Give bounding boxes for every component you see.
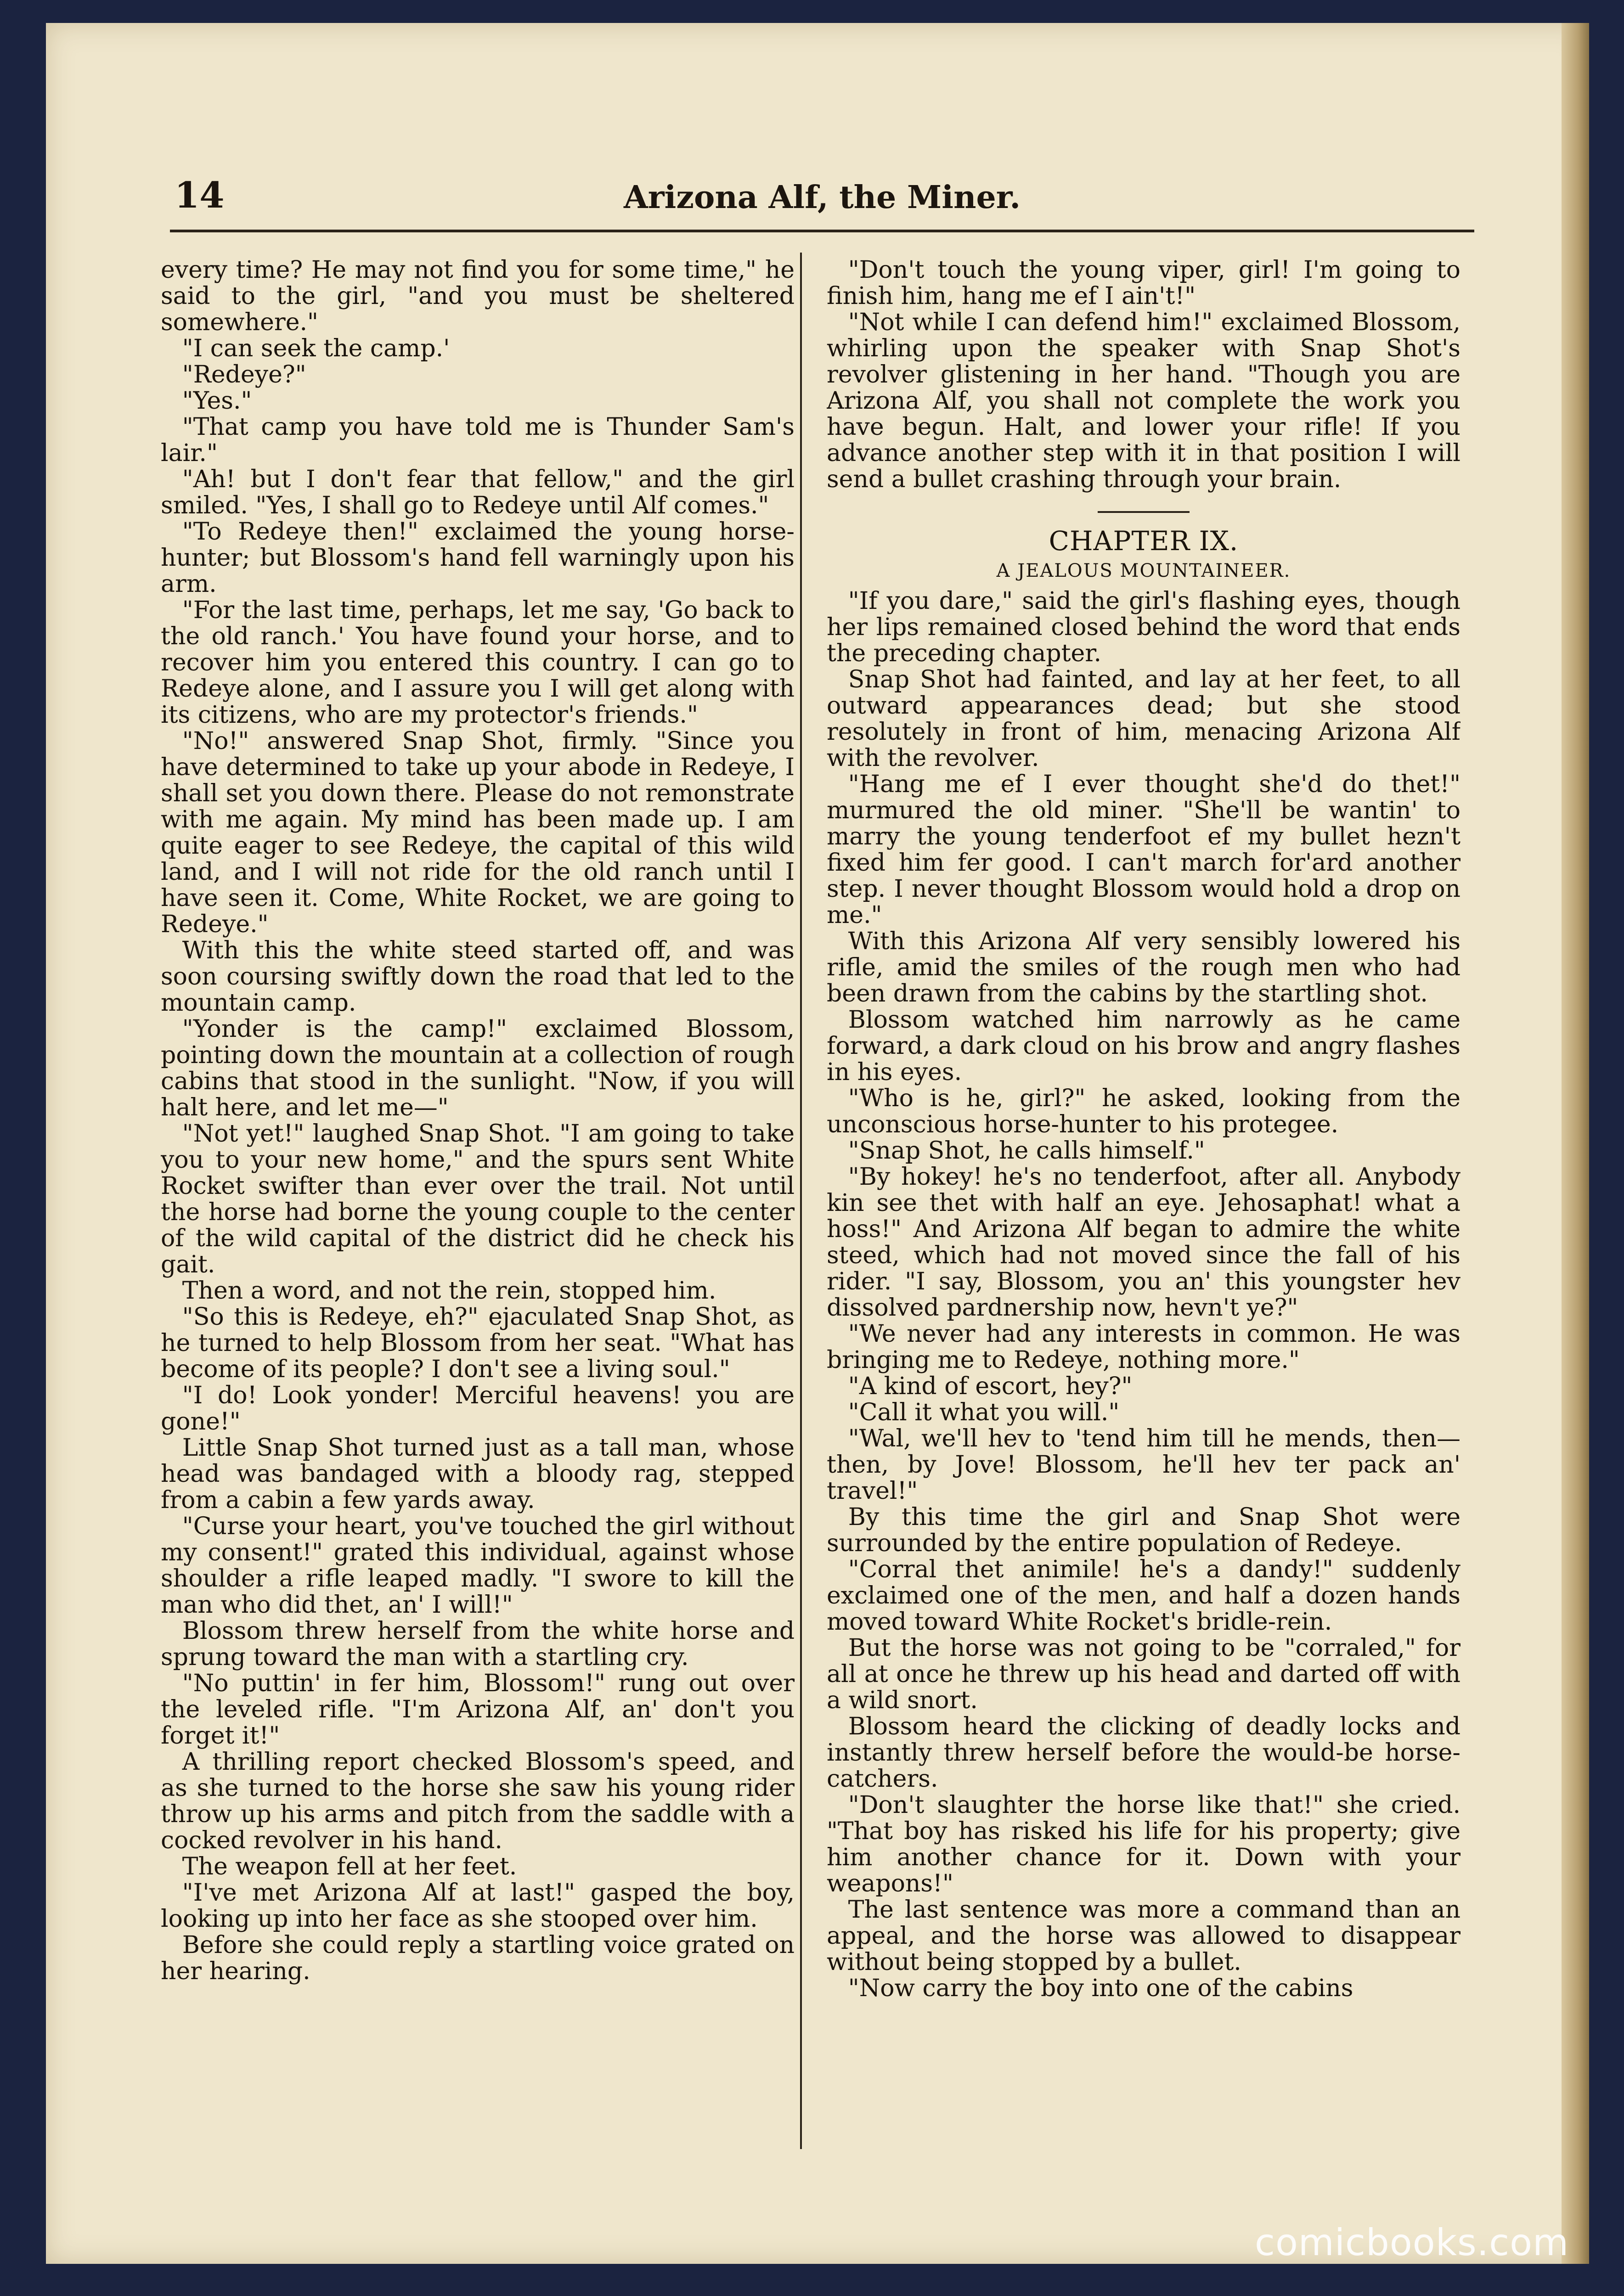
paragraph: Before she could reply a startling voice grated on her hearing. <box>161 1931 795 1985</box>
paragraph: Blossom threw herself from the white horse and sprung toward the man with a startling cry. <box>161 1617 795 1671</box>
paragraph: "So this is Redeye, eh?" ejaculated Snap Shot, as he turned to help Blossom from her seat. "What has become of its people? I don't see a living soul." <box>161 1303 795 1383</box>
chapter-divider <box>1098 511 1190 513</box>
paragraph: "By hokey! he's no tenderfoot, after all. Anybody kin see thet with half an eye. Jehosaphat! what a hoss!" And Arizona Alf began to admire the white steed, which had not moved since the fall of his rider. "I say, Blossom, you an' this youngster hev dissolved pardnership now, hevn't ye?" <box>827 1163 1460 1322</box>
paragraph: "Redeye?" <box>182 361 306 388</box>
paragraph: every time? He may not find you for some time," he said to the girl, "and you must be sheltered somewhere." <box>161 257 795 336</box>
paragraph: "Yes." <box>182 387 252 415</box>
book-page <box>46 23 1589 2264</box>
right-column <box>827 257 1460 2154</box>
paragraph: The weapon fell at her feet. <box>182 1853 517 1880</box>
paragraph: "I do! Look yonder! Merciful heavens! you are gone!" <box>161 1382 795 1435</box>
paragraph: Little Snap Shot turned just as a tall man, whose head was bandaged with a bloody rag, stepped from a cabin a few yards away. <box>161 1434 795 1514</box>
paragraph: "We never had any interests in common. He was bringing me to Redeye, nothing more." <box>827 1320 1460 1374</box>
paragraph: "To Redeye then!" exclaimed the young horse-hunter; but Blossom's hand fell warningly upon his arm. <box>161 518 795 598</box>
paragraph: Blossom watched him narrowly as he came forward, a dark cloud on his brow and angry flashes in his eyes. <box>827 1006 1460 1086</box>
paragraph: "Don't slaughter the horse like that!" she cried. "That boy has risked his life for his property; give him another chance for it. Down with your weapons!" <box>827 1791 1460 1897</box>
paragraph: Snap Shot had fainted, and lay at her feet, to all outward appearances dead; but she stood resolutely in front of him, menacing Arizona Alf with the revolver. <box>827 666 1460 772</box>
paragraph: "Not yet!" laughed Snap Shot. "I am going to take you to your new home," and the spurs sent White Rocket swifter than ever over the trail. Not until the horse had borne the young couple to the center of the wild capital of the district did he check his gait. <box>161 1120 795 1278</box>
watermark-text: comicbooks.com <box>1254 2221 1569 2264</box>
paragraph: "I can seek the camp.' <box>182 335 450 362</box>
paragraph: "No!" answered Snap Shot, firmly. "Since you have determined to take up your abode in Redeye, I shall set you down there. Please do not remonstrate with me again. My mind has been made up. I am quite eager to see Redeye, the capital of this wild land, and I will not ride for the old ranch until I have seen it. Come, White Rocket, we are going to Redeye." <box>161 727 795 938</box>
paragraph: "A kind of escort, hey?" <box>848 1373 1133 1400</box>
paragraph: "Now carry the boy into one of the cabins <box>848 1975 1353 2002</box>
paragraph: "Ah! but I don't fear that fellow," and the girl smiled. "Yes, I shall go to Redeye until Alf comes." <box>161 466 795 519</box>
paragraph: "Call it what you will." <box>848 1399 1120 1426</box>
paragraph: A thrilling report checked Blossom's speed, and as she turned to the horse she saw his young rider throw up his arms and pitch from the saddle with a cocked revolver in his hand. <box>161 1748 795 1854</box>
paragraph: With this the white steed started off, and was soon coursing swiftly down the road that led to the mountain camp. <box>161 937 795 1017</box>
paragraph: "Wal, we'll hev to 'tend him till he mends, then—then, by Jove! Blossom, he'll hev ter pack an' travel!" <box>827 1425 1460 1505</box>
paragraph: "Yonder is the camp!" exclaimed Blossom, pointing down the mountain at a collection of rough cabins that stood in the sunlight. "Now, if you will halt here, and let me—" <box>161 1015 795 1121</box>
paragraph: "Corral thet animile! he's a dandy!" suddenly exclaimed one of the men, and half a dozen hands moved toward White Rocket's bridle-rein. <box>827 1556 1460 1636</box>
paragraph: The last sentence was more a command than an appeal, and the horse was allowed to disappear without being stopped by a bullet. <box>827 1896 1460 1976</box>
paragraph: "Snap Shot, he calls himself." <box>848 1137 1205 1165</box>
running-title: Arizona Alf, the Miner. <box>623 179 1021 216</box>
paragraph: Blossom heard the clicking of deadly locks and instantly threw herself before the would-be horse-catchers. <box>827 1713 1460 1793</box>
paragraph: "That camp you have told me is Thunder Sam's lair." <box>161 413 795 467</box>
paragraph: By this time the girl and Snap Shot were surrounded by the entire population of Redeye. <box>827 1503 1460 1557</box>
chapter-subtitle: A JEALOUS MOUNTAINEER. <box>996 560 1291 581</box>
paragraph: "I've met Arizona Alf at last!" gasped the boy, looking up into her face as she stooped over him. <box>161 1879 795 1933</box>
page-number: 14 <box>175 174 225 216</box>
paragraph: But the horse was not going to be "corraled," for all at once he threw up his head and darted off with a wild snort. <box>827 1634 1460 1714</box>
paragraph: With this Arizona Alf very sensibly lowered his rifle, amid the smiles of the rough men who had been drawn from the cabins by the startling shot. <box>827 928 1460 1007</box>
chapter-heading: CHAPTER IX. <box>1049 525 1239 557</box>
page-spine-edge <box>1562 23 1589 2264</box>
paragraph: "For the last time, perhaps, let me say, 'Go back to the old ranch.' You have found your horse, and to recover him you entered this country. I can go to Redeye alone, and I assure you I will get along with its citizens, who are my protector's friends." <box>161 597 795 729</box>
left-column <box>161 257 795 2154</box>
paragraph: "If you dare," said the girl's flashing eyes, though her lips remained closed behind the word that ends the preceding chapter. <box>827 587 1460 667</box>
paragraph: Then a word, and not the rein, stopped him. <box>182 1277 716 1305</box>
column-divider <box>800 253 802 2149</box>
paragraph: "No puttin' in fer him, Blossom!" rung out over the leveled rifle. "I'm Arizona Alf, an' don't you forget it!" <box>161 1670 795 1750</box>
paragraph: "Who is he, girl?" he asked, looking from the unconscious horse-hunter to his protegee. <box>827 1085 1460 1138</box>
paragraph: "Don't touch the young viper, girl! I'm going to finish him, hang me ef I ain't!" <box>827 257 1460 310</box>
paragraph: "Curse your heart, you've touched the girl without my consent!" grated this individual, against whose shoulder a rifle leaped madly. "I swore to kill the man who did thet, an' I will!" <box>161 1513 795 1619</box>
paragraph: "Not while I can defend him!" exclaimed Blossom, whirling upon the speaker with Snap Shot's revolver glistening in her hand. "Though you are Arizona Alf, you shall not complete the work you have begun. Halt, and lower your rifle! If you advance another step with it in that position I will send a bullet crashing through your brain. <box>827 309 1460 493</box>
page-header <box>170 170 1474 232</box>
paragraph: "Hang me ef I ever thought she'd do thet!" murmured the old miner. "She'll be wantin' to marry the young tenderfoot ef my bullet hezn't fixed him fer good. I can't march for'ard another step. I never thought Blossom would hold a drop on me." <box>827 771 1460 929</box>
